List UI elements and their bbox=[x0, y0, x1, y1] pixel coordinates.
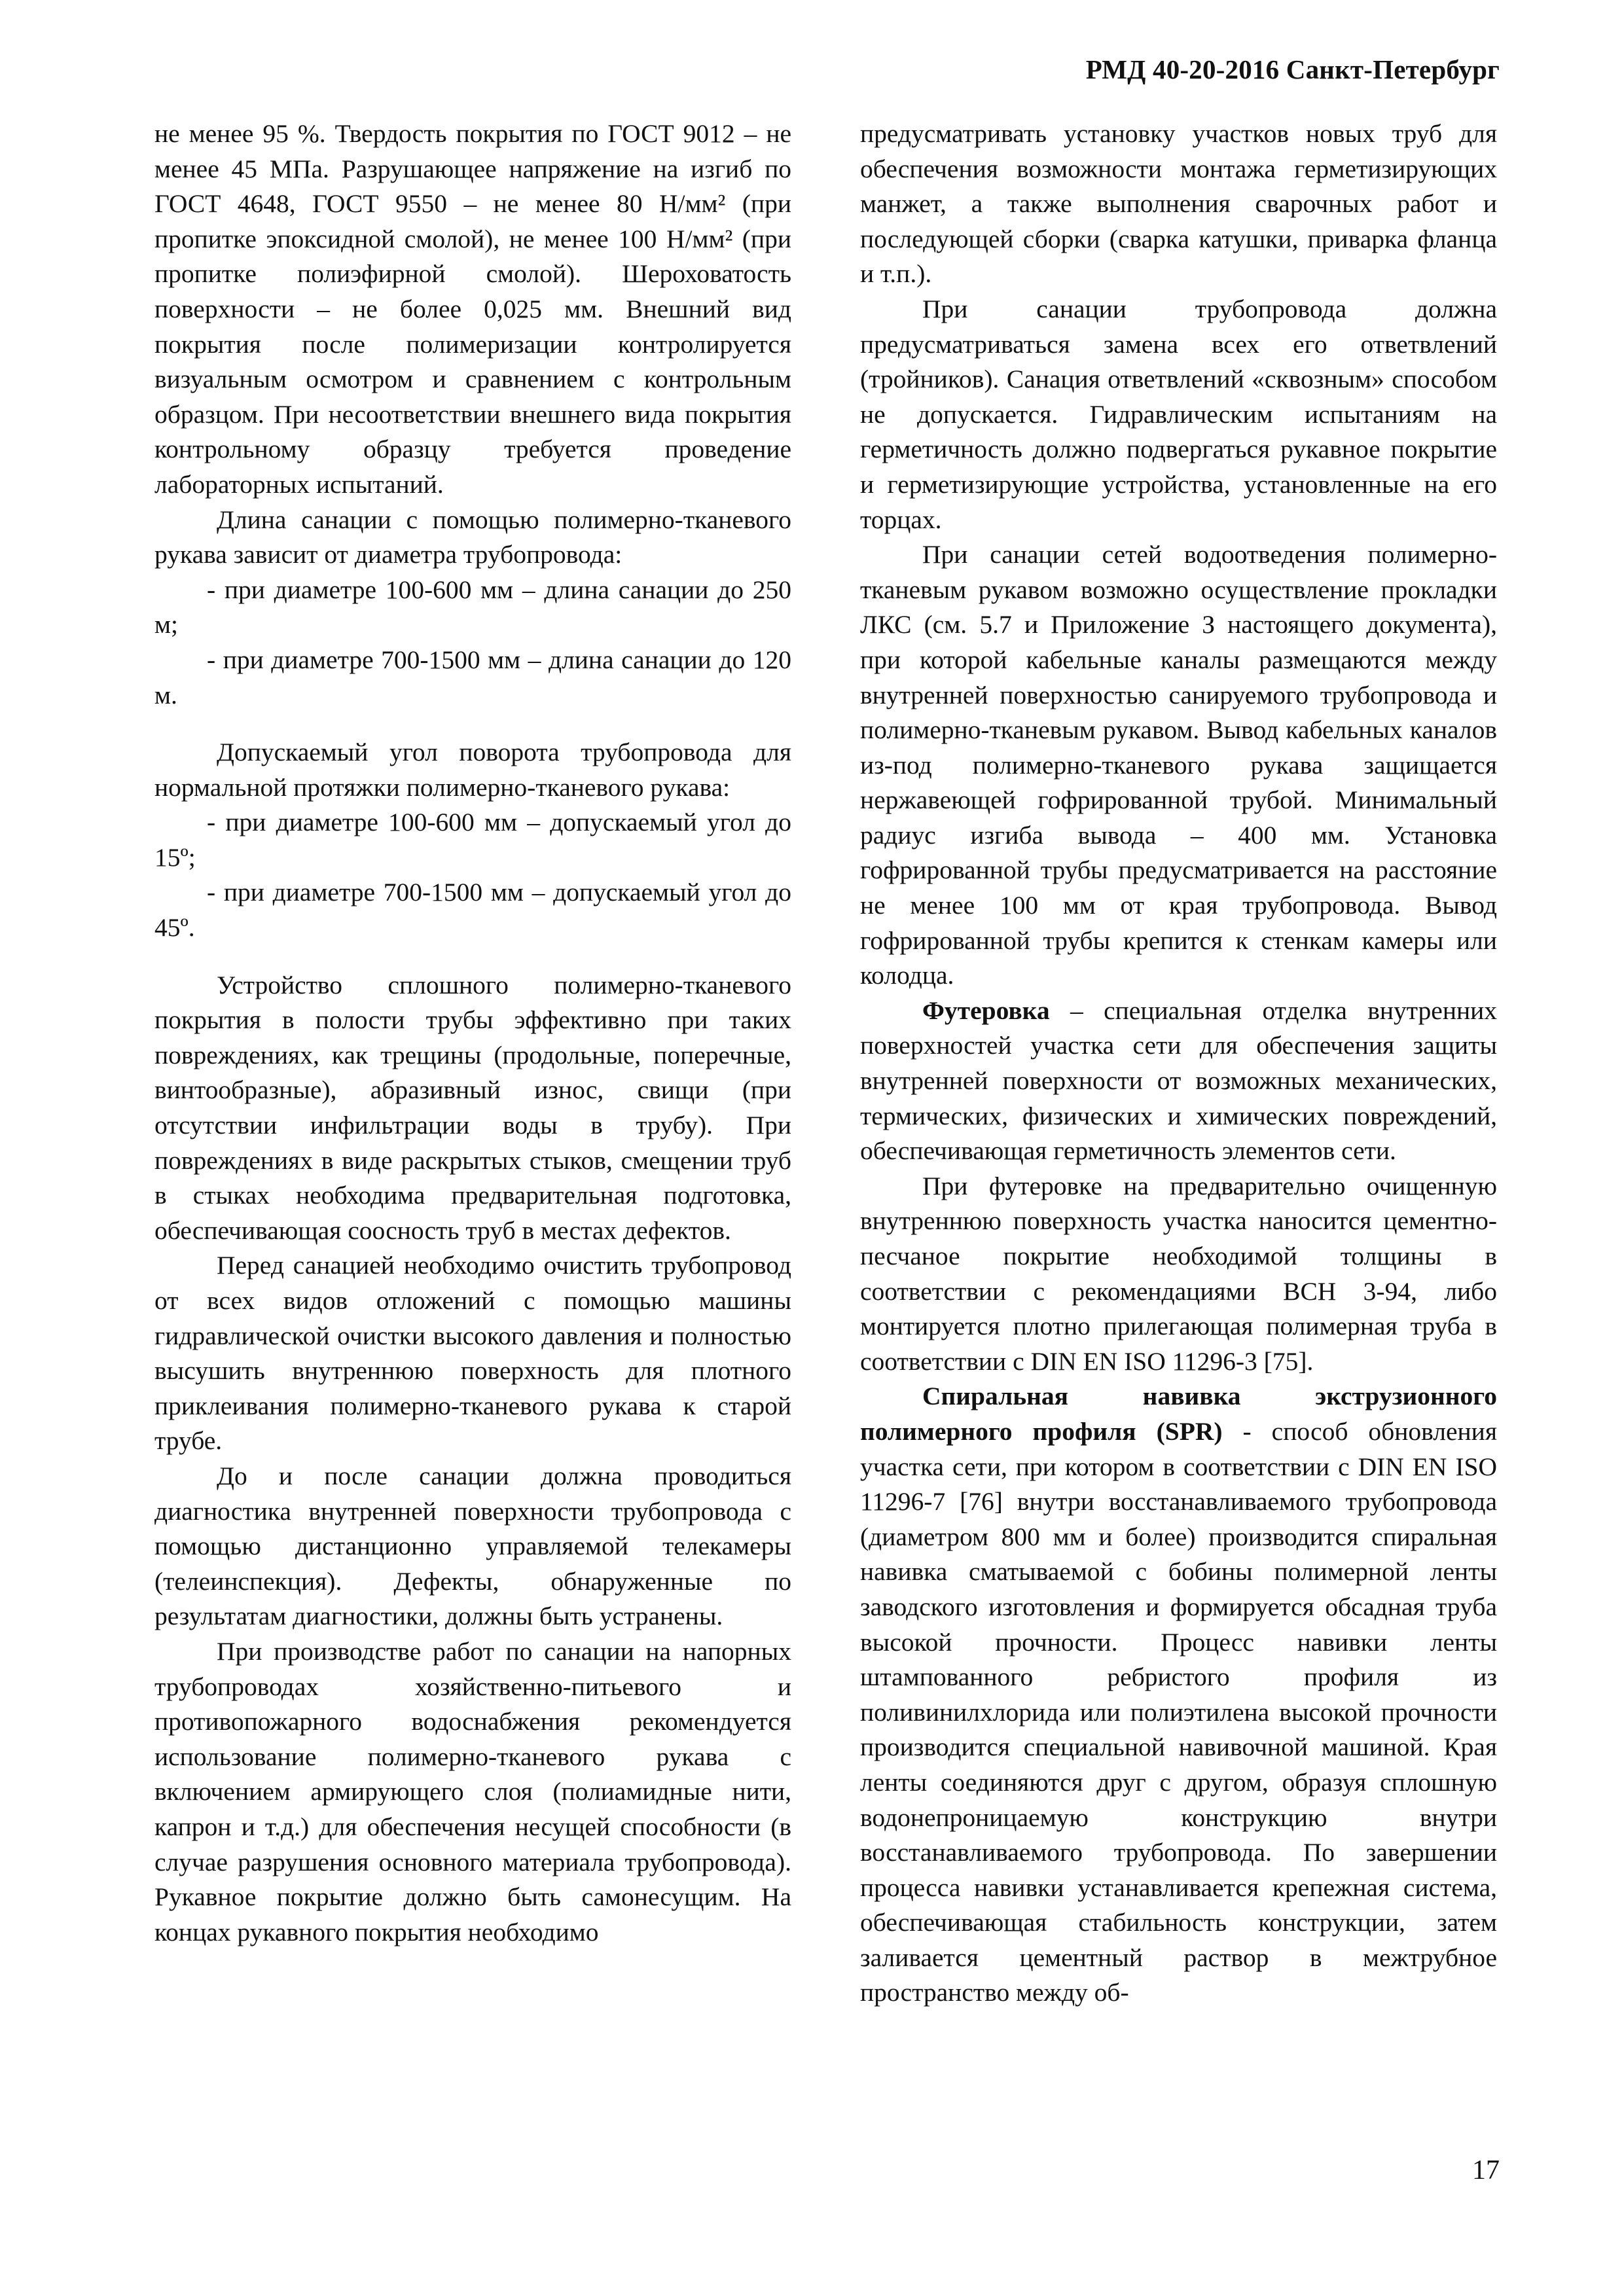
list-item: - при диаметре 700-1500 мм – длина санации до 120 м. bbox=[154, 645, 791, 709]
paragraph: До и после санации должна проводиться диагностика внутренней поверхности трубопровода с помощью дистанционно управляемой телекамеры (телеинспекция). Дефекты, обнаруженные по результатам диагностики, должны быть устранены. bbox=[154, 1461, 791, 1631]
list-item: - при диаметре 100-600 мм – допускаемый угол до 15º; bbox=[154, 808, 791, 872]
paragraph: При санации трубопровода должна предусматриваться замена всех его ответвлений (тройников). Санация ответвлений «сквозным» способом не допускается. Гидравлическим испытаниям на герметичность должно подвергаться рукавное покрытие и герметизирующие устройства, установленные на его торцах. bbox=[860, 294, 1497, 534]
paragraph-futerovka bbox=[860, 994, 1497, 1169]
paragraph: не менее 95 %. Твердость покрытия по ГОСТ 9012 – не менее 45 МПа. Разрушающее напряжение на изгиб по ГОСТ 4648, ГОСТ 9550 – не менее 80 Н/мм² (при пропитке эпоксидной смолой), не менее 100 Н/мм² (при пропитке полиэфирной смолой). Шероховатость поверхности – не более 0,025 мм. Внешний вид покрытия после полимеризации контролируется визуальным осмотром и сравнением с контрольным образцом. При несоответствии внешнего вида покрытия контрольному образцу требуется проведение лабораторных испытаний. bbox=[154, 119, 791, 499]
paragraph: При футеровке на предварительно очищенную внутреннюю поверхность участка наносится цементно-песчаное покрытие необходимой толщины в соответствии с рекомендациями ВСН 3-94, либо монтируется плотно прилегающая полимерная труба в соответствии с DIN EN ISO 11296-3 [75]. bbox=[860, 1171, 1497, 1376]
term-bold: Футеровка bbox=[922, 996, 1050, 1025]
paragraph: предусматривать установку участков новых труб для обеспечения возможности монтажа герметизирующих манжет, а также выполнения сварочных работ и последующей сборки (сварка катушки, приварка фланца и т.п.). bbox=[860, 119, 1497, 289]
paragraph: При санации сетей водоотведения полимерно-тканевым рукавом возможно осуществление прокладки ЛКС (см. 5.7 и Приложение З настоящего документа), при которой кабельные каналы размещаются между внутренней поверхностью санируемого трубопровода и полимерно-тканевым рукавом. Вывод кабельных каналов из-под полимерно-тканевого рукава защищается нержавеющей гофрированной трубой. Минимальный радиус изгиба вывода – 400 мм. Установка гофрированной трубы предусматривается на расстояние не менее 100 мм от края трубопровода. Вывод гофрированной трубы крепится к стенкам камеры или колодца. bbox=[860, 540, 1497, 990]
paragraph: Длина санации с помощью полимерно-тканевого рукава зависит от диаметра трубопровода: bbox=[154, 505, 791, 569]
term-bold: Спиральная навивка экструзионного полимерного профиля (SPR) bbox=[860, 1382, 1497, 1446]
term-definition: - способ обновления участка сети, при котором в соответствии с DIN EN ISO 11296-7 [76] внутри восстанавливаемого трубопровода (диаметром 800 мм и более) производится спиральная навивка сматываемой с бобины полимерной ленты заводского изготовления и формируется обсадная труба высокой прочности. Процесс навивки ленты штампованного ребристого профиля из поливинилхлорида или полиэтилена высокой прочности производится специальной навивочной машиной. Края ленты соединяются друг с другом, образуя сплошную водонепроницаемую конструкцию внутри восстанавливаемого трубопровода. По завершении процесса навивки устанавливается крепежная система, обеспечивающая стабильность конструкции, затем заливается цементный раствор в межтрубное пространство между об- bbox=[860, 1416, 1497, 2007]
list-item: - при диаметре 100-600 мм – длина санации до 250 м; bbox=[154, 575, 791, 639]
term-definition: – специальная отделка внутренних поверхностей участка сети для обеспечения защиты внутренней поверхности от возможных механических, термических, физических и химических повреждений, обеспечивающая герметичность элементов сети. bbox=[860, 996, 1497, 1166]
paragraph: Перед санацией необходимо очистить трубопровод от всех видов отложений с помощью машины гидравлической очистки высокого давления и полностью высушить внутреннюю поверхность для плотного приклеивания полимерно-тканевого рукава к старой трубе. bbox=[154, 1251, 791, 1456]
paragraph: При производстве работ по санации на напорных трубопроводах хозяйственно-питьевого и противопожарного водоснабжения рекомендуется использование полимерно-тканевого рукава с включением армирующего слоя (полиамидные нити, капрон и т.д.) для обеспечения несущей способности (в случае разрушения основного материала трубопровода). Рукавное покрытие должно быть самонесущим. На концах рукавного покрытия необходимо bbox=[154, 1636, 791, 1946]
paragraph-spr bbox=[860, 1379, 1497, 2011]
right-column bbox=[860, 117, 1497, 2011]
list-item: - при диаметре 700-1500 мм – допускаемый угол до 45º. bbox=[154, 878, 791, 942]
paragraph: Устройство сплошного полимерно-тканевого покрытия в полости трубы эффективно при таких повреждениях, как трещины (продольные, поперечные, винтообразные), абразивный износ, свищи (при отсутствии инфильтрации воды в трубу). При повреждениях в виде раскрытых стыков, смещении труб в стыках необходима предварительная подготовка, обеспечивающая соосность труб в местах дефектов. bbox=[154, 970, 791, 1245]
paragraph: Допускаемый угол поворота трубопровода для нормальной протяжки полимерно-тканевого рукава: bbox=[154, 738, 791, 802]
left-column bbox=[154, 117, 791, 1950]
page-number: 17 bbox=[1472, 2155, 1500, 2185]
document-header: РМД 40-20-2016 Санкт-Петербург bbox=[1085, 54, 1500, 84]
